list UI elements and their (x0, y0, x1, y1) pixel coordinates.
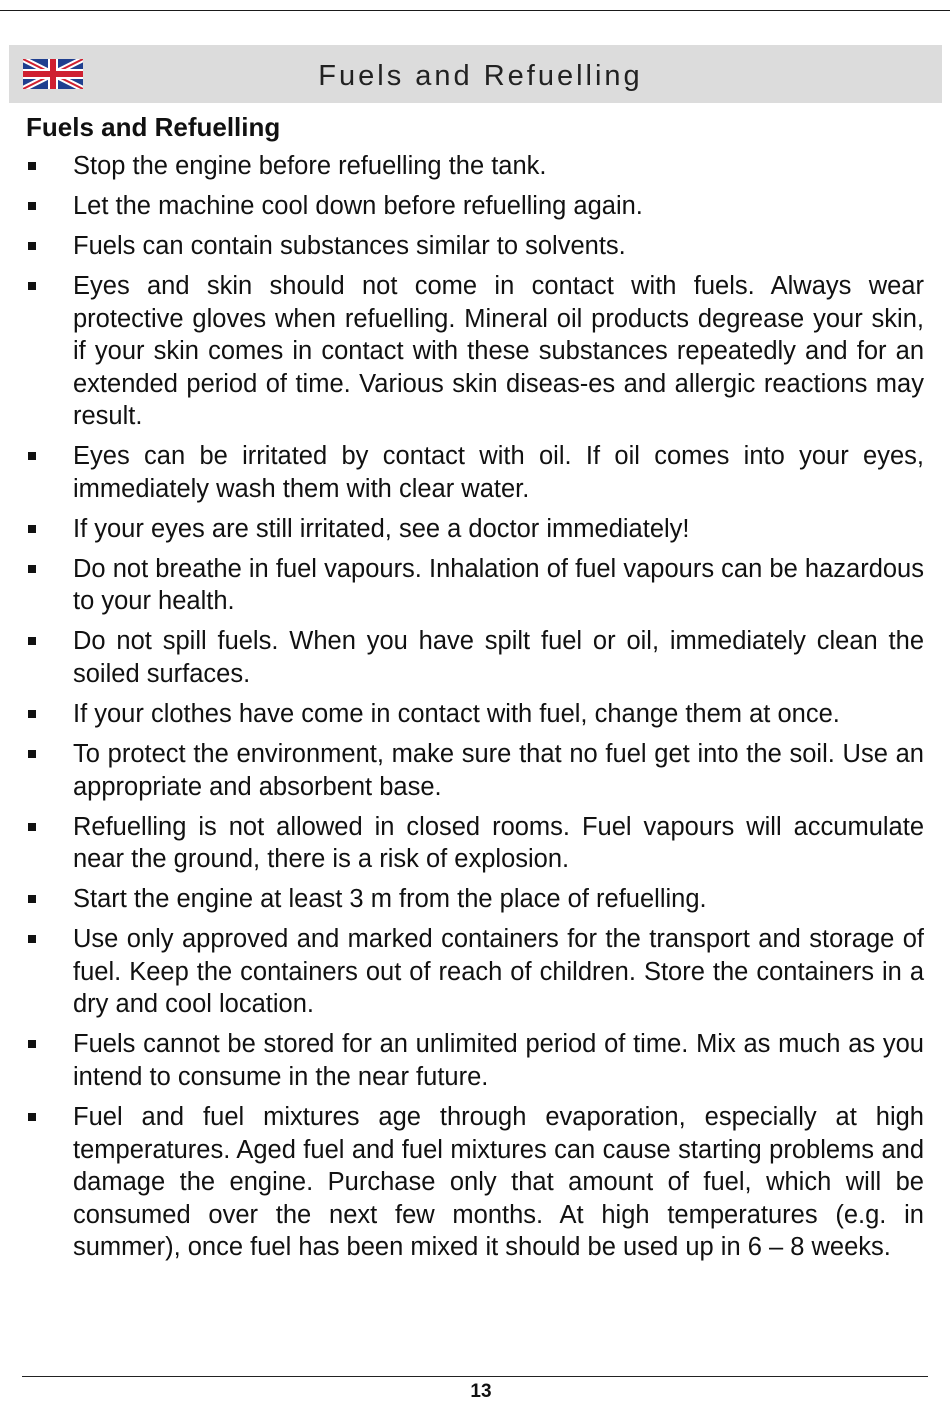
square-bullet-icon (28, 710, 36, 718)
square-bullet-icon (28, 565, 36, 573)
list-item (26, 883, 924, 916)
list-item (26, 440, 924, 505)
square-bullet-icon (28, 895, 36, 903)
square-bullet-icon (28, 637, 36, 645)
square-bullet-icon (28, 750, 36, 758)
list-item (26, 1028, 924, 1093)
list-item-text: Refuelling is not allowed in closed rooms. Fuel vapours will accumulate near the ground, there is a risk of explosion. (73, 812, 924, 874)
page-number: 13 (470, 1381, 492, 1402)
list-item (26, 230, 924, 263)
list-item-text: Do not breathe in fuel vapours. Inhalation of fuel vapours can be hazardous to your health. (73, 554, 924, 616)
list-item-text: Eyes can be irritated by contact with oil. If oil comes into your eyes, immediately wash them with clear water. (73, 442, 924, 503)
square-bullet-icon (28, 162, 36, 170)
list-item (26, 698, 924, 731)
square-bullet-icon (28, 1040, 36, 1048)
list-item (26, 190, 924, 223)
list-item-text: If your clothes have come in contact with fuel, change them at once. (73, 700, 840, 729)
header-title: Fuels and Refuelling (318, 60, 643, 92)
square-bullet-icon (28, 935, 36, 943)
bottom-divider (22, 1376, 928, 1377)
list-item-text: If your eyes are still irritated, see a doctor immediately! (73, 514, 690, 543)
square-bullet-icon (28, 282, 36, 290)
list-item-text: Let the machine cool down before refuelling again. (73, 191, 643, 220)
safety-list (26, 150, 924, 1264)
square-bullet-icon (28, 202, 36, 210)
list-item (26, 811, 924, 876)
square-bullet-icon (28, 823, 36, 831)
list-item (26, 150, 924, 183)
list-item (26, 553, 924, 618)
top-divider (0, 10, 950, 11)
list-item (26, 923, 924, 1021)
square-bullet-icon (28, 1113, 36, 1121)
list-item (26, 625, 924, 690)
list-item-text: Fuels can contain substances similar to solvents. (73, 231, 626, 260)
list-item-text: Start the engine at least 3 m from the place of refuelling. (73, 885, 707, 914)
square-bullet-icon (28, 242, 36, 250)
square-bullet-icon (28, 452, 36, 460)
list-item-text: Fuel and fuel mixtures age through evaporation, especially at high temperatures. Aged fuel and fuel mixtures can cause starting problems and damage the engine. Purchase only that amount of fuel, which will be consumed over the next few months. At high temperatures (e.g. in summer), once fuel has been mixed it should be used up in 6 – 8 weeks. (73, 1102, 924, 1262)
list-item-text: Do not spill fuels. When you have spilt fuel or oil, immediately clean the soiled surfaces. (73, 627, 924, 689)
main-content (26, 110, 924, 1271)
list-item-text: Fuels cannot be stored for an unlimited period of time. Mix as much as you intend to consume in the near future. (73, 1030, 924, 1091)
square-bullet-icon (28, 525, 36, 533)
list-item-text: Stop the engine before refuelling the tank. (73, 152, 547, 180)
list-item (26, 513, 924, 546)
list-item (26, 270, 924, 433)
page-header (9, 45, 942, 103)
list-item-text: Eyes and skin should not come in contact with fuels. Always wear protective gloves when refuelling. Mineral oil products degrease your skin, if your skin comes in contact with these substances repeatedly and for an extended period of time. Various skin diseas-es and allergic reactions may result. (73, 271, 924, 431)
list-item (26, 738, 924, 803)
list-item-text: Use only approved and marked containers for the transport and storage of fuel. Keep the containers out of reach of children. Store the containers in a dry and cool location. (73, 925, 924, 1019)
list-item-text: To protect the environment, make sure that no fuel get into the soil. Use an appropriate and absorbent base. (73, 740, 924, 801)
section-heading: Fuels and Refuelling (26, 112, 281, 142)
list-item (26, 1101, 924, 1264)
